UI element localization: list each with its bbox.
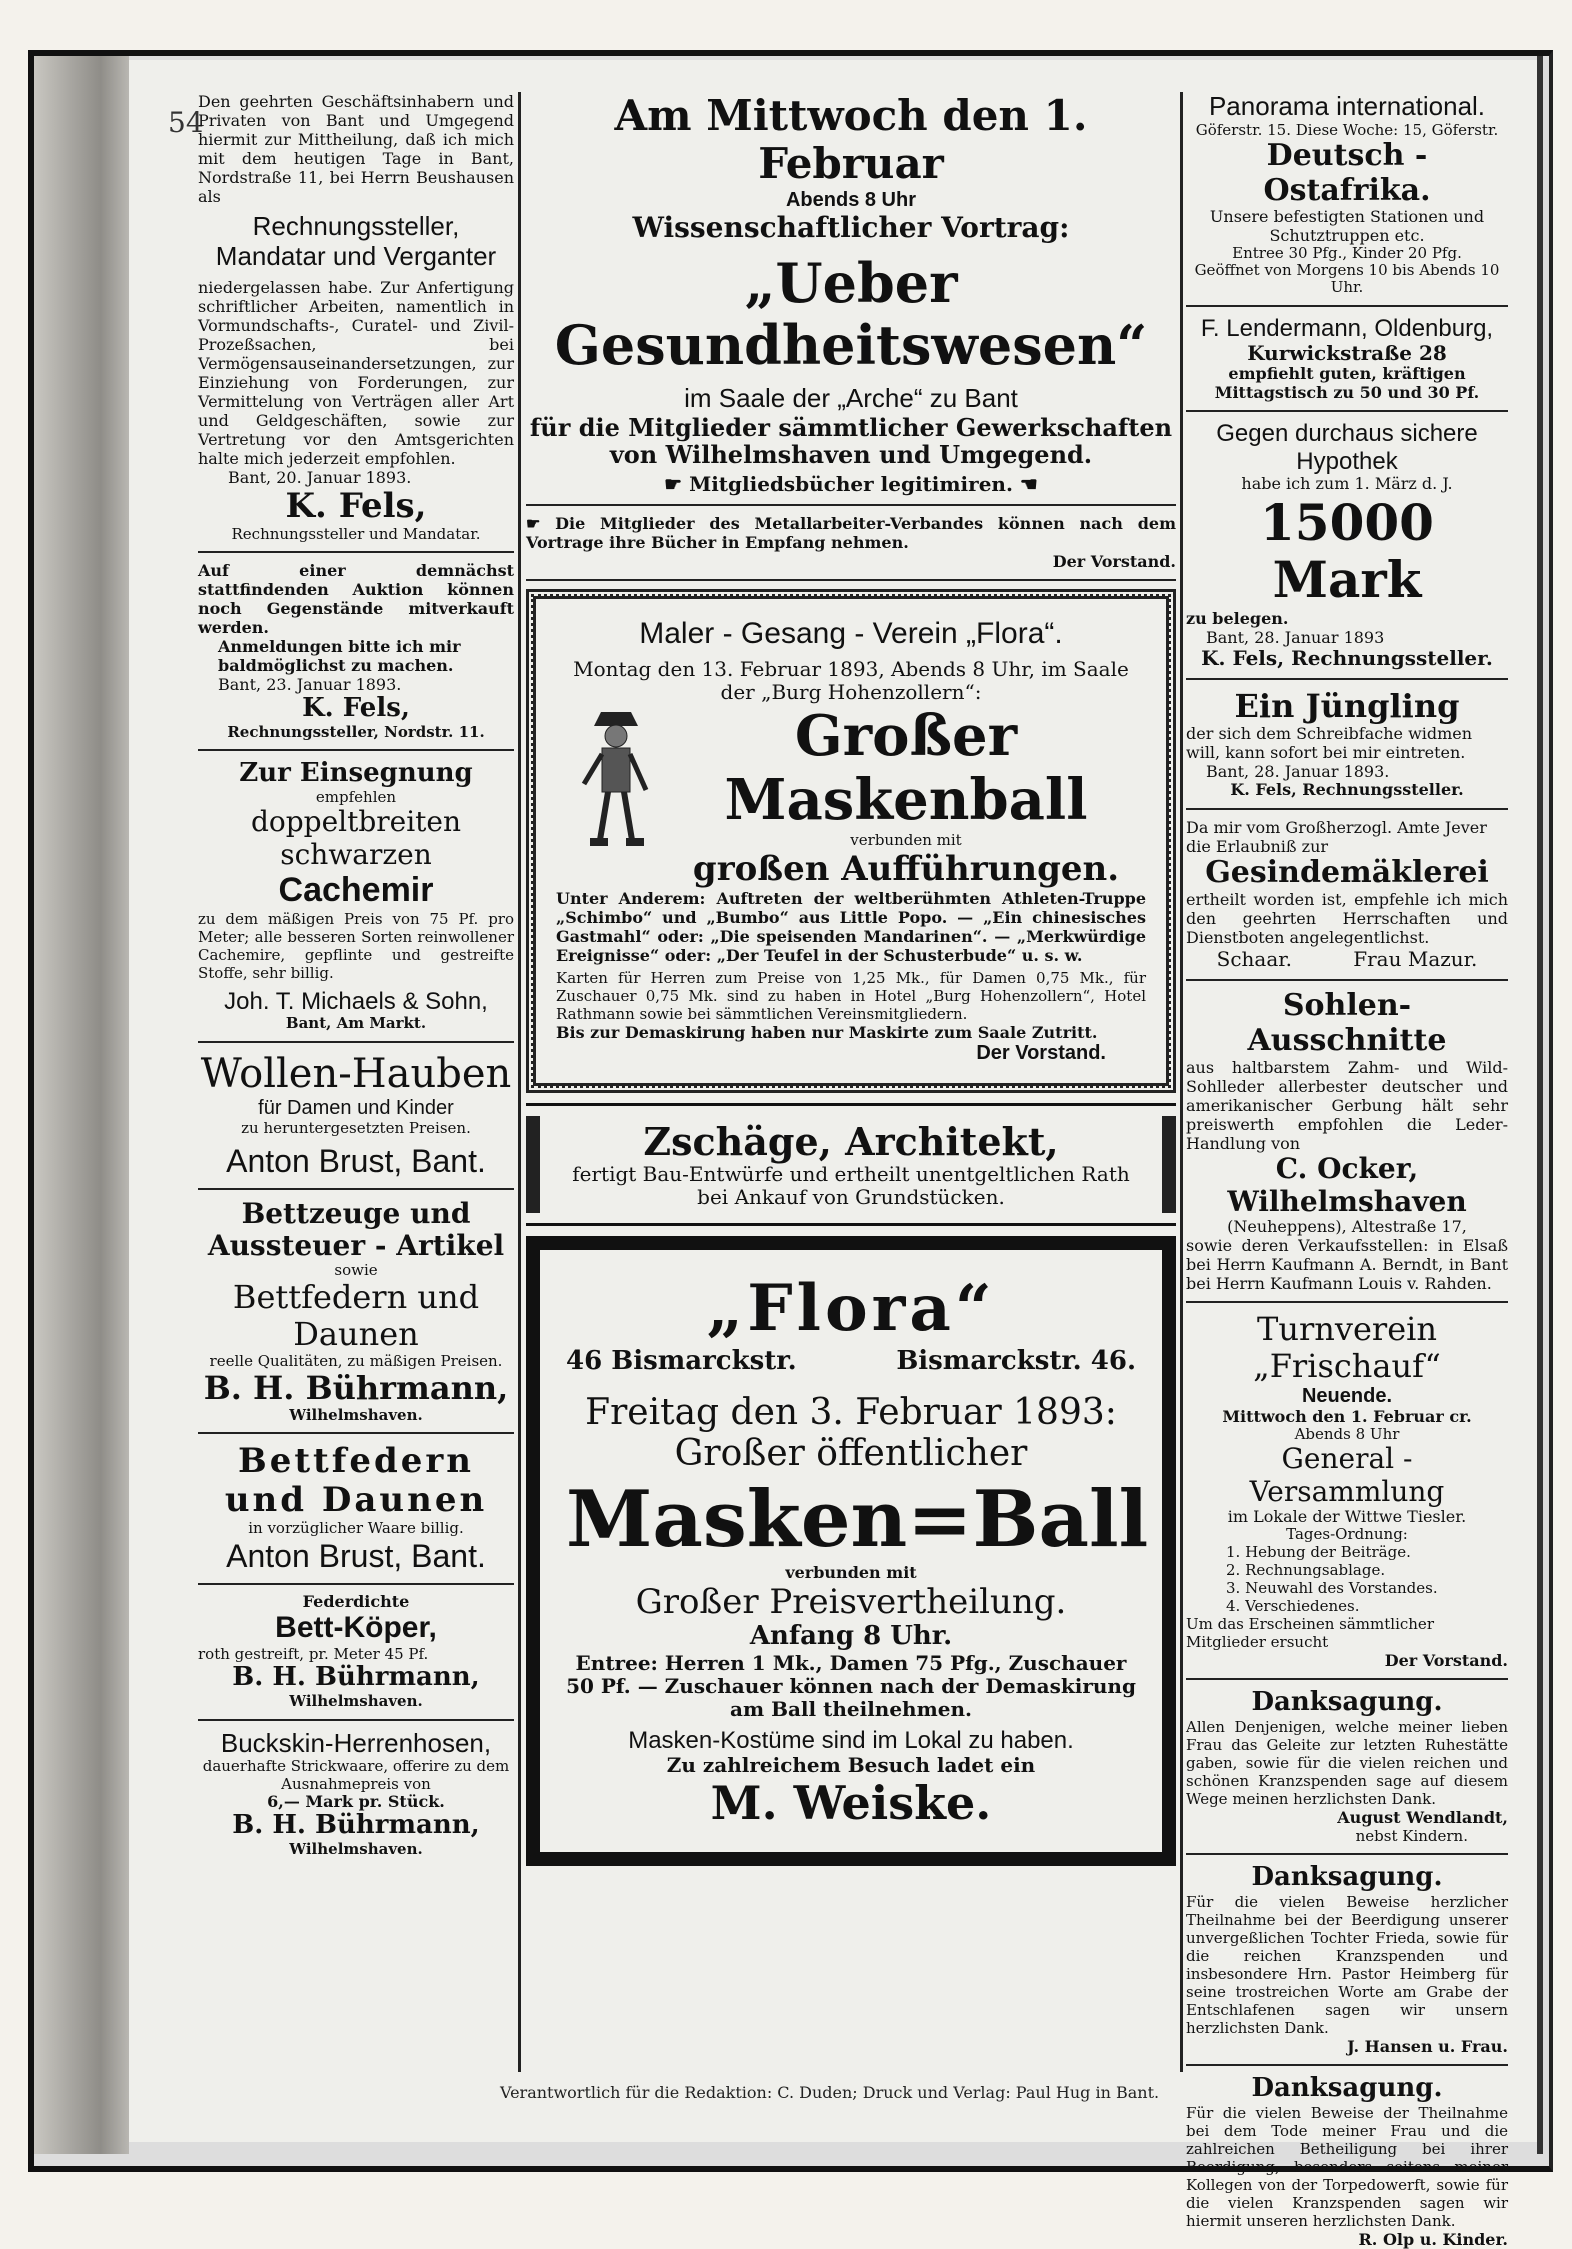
ad-note: zu heruntergesetzten Preisen. xyxy=(241,1118,471,1137)
soles-name: C. Ocker, Wilhelmshaven xyxy=(1227,1152,1467,1218)
panorama-body: Unsere befestigten Stationen und Schutztruppen etc. xyxy=(1209,207,1485,245)
turnverein-agenda-head: Tages-Ordnung: xyxy=(1286,1525,1408,1544)
ad-line3: doppeltbreiten schwarzen xyxy=(250,805,462,871)
pointing-hand-icon: ☛ xyxy=(664,472,690,497)
ad-addr: Bant, Am Markt. xyxy=(285,1014,427,1033)
gesinde-intro: Da mir vom Großherzogl. Amte Jever die Erlaubniß zur xyxy=(1186,817,1487,856)
ad-role: Rechnungssteller, Nordstr. 11. xyxy=(227,723,485,742)
ad-thanks-olp xyxy=(1186,2074,1508,2249)
column-rule-1 xyxy=(518,92,521,2072)
agenda-item: 1. Hebung der Beiträge. xyxy=(1226,1543,1411,1562)
panorama-line: Göferstr. 15. Diese Woche: 15, Göferstr. xyxy=(1195,120,1499,139)
gesinde-title: Gesindemäklerei xyxy=(1205,854,1489,890)
panorama-title: Panorama international. xyxy=(1208,91,1486,121)
ad-date: Bant, 20. Januar 1893. xyxy=(228,467,412,487)
ad-panorama xyxy=(1186,92,1508,297)
ad-body: niedergelassen habe. Zur Anfertigung schriftlicher Arbeiten, namentlich in Vormundschafts-, Curatel- und Zivil-Prozeßsachen, bei Vermögensauseinandersetzungen, zur Einziehung von Forderungen, zur Vermittelung von Verträgen aller Art und Geldgeschäften, sowie zur Vertretung vor den Amtsgerichten halte mich jederzeit empfohlen. xyxy=(198,277,514,468)
ad-fels-auction xyxy=(198,561,514,741)
panorama-title2: Deutsch - Ostafrika. xyxy=(1263,138,1431,208)
weiske-start: Anfang 8 Uhr. xyxy=(749,1620,953,1651)
mortgage-loan: zu belegen. xyxy=(1186,608,1289,628)
gesinde-body: ertheilt worden ist, empfehle ich mich den geehrten Herrschaften und Dienstboten angelegentlichst. xyxy=(1186,890,1508,948)
flora-date: Montag den 13. Februar 1893, Abends 8 Uhr, im Saale der „Burg Hohenzollern“: xyxy=(573,656,1129,704)
ad-turnverein xyxy=(1186,1311,1508,1670)
ad-note: reelle Qualitäten, zu mäßigen Preisen. xyxy=(209,1351,503,1370)
ad-note: Anmeldungen bitte ich mir baldmöglichst zu machen. xyxy=(218,637,461,676)
turnverein-venue: im Lokale der Wittwe Tiesler. xyxy=(1227,1506,1467,1526)
weiske-entry: Entree: Herren 1 Mk., Damen 75 Pfg., Zuschauer 50 Pf. — Zuschauer können nach der Demaskirung am Ball theilnehmen. xyxy=(566,1650,1136,1721)
ad-sowie: sowie xyxy=(334,1261,378,1280)
lecture-audience: für die Mitglieder sämmtlicher Gewerkschaften von Wilhelmshaven und Umgegend. xyxy=(529,412,1173,470)
weiske-title: „Flora“ xyxy=(706,1271,996,1347)
ad-title: Wollen-Hauben xyxy=(200,1050,512,1097)
ad-flora-maskenball xyxy=(526,589,1176,1093)
ad-youth xyxy=(1186,688,1508,800)
ad-name: B. H. Bührmann, xyxy=(203,1369,509,1408)
weiske-addr-right: Bismarckstr. 46. xyxy=(896,1345,1136,1376)
ad-note: in vorzüglicher Waare billig. xyxy=(248,1519,464,1538)
ad-fels-office xyxy=(198,92,514,543)
page-number: 54 xyxy=(168,106,204,139)
panorama-hours: Geöffnet von Morgens 10 bis Abends 10 Uhr. xyxy=(1194,261,1500,297)
turnverein-sign: Der Vorstand. xyxy=(1384,1651,1508,1671)
flora-body: Unter Anderem: Auftreten der weltberühmten Athleten-Truppe „Schimbo“ und „Bumbo“ aus Little Popo. — „Ein chinesisches Gastmahl“ oder: „Die speisenden Mandarinen“. — „Merkwürdige Ereignisse“ oder: „Der Teufel in der Schusterbude“ u. s. w. xyxy=(556,888,1146,965)
ad-body: dauerhafte Strickwaare, offerire zu dem Ausnahmepreis von xyxy=(202,1757,510,1793)
lecture-sign: Der Vorstand. xyxy=(1052,552,1176,572)
column-left xyxy=(198,92,514,1858)
agenda-item: 3. Neuwahl des Vorstandes. xyxy=(1226,1579,1438,1598)
ad-title: Buckskin-Herrenhosen, xyxy=(220,1727,492,1758)
binding-spine xyxy=(34,56,129,2154)
thanks-title: Danksagung. xyxy=(1251,1687,1443,1718)
pointing-hand-icon: ☚ xyxy=(1012,472,1038,497)
turnverein-time: Abends 8 Uhr xyxy=(1294,1425,1400,1444)
architect-name: Zschäge, Architekt, xyxy=(643,1118,1059,1164)
architect-body: fertigt Bau-Entwürfe und ertheilt unentgeltlichen Rath bei Ankauf von Grundstücken. xyxy=(572,1162,1130,1210)
youth-body: der sich dem Schreibfache widmen will, kann sofort bei mir eintreten. xyxy=(1186,724,1473,763)
ad-name: B. H. Bührmann, xyxy=(232,1810,480,1841)
ad-sub: für Damen und Kinder xyxy=(258,1096,454,1119)
ad-line1: Zur Einsegnung xyxy=(239,758,473,789)
ad-body: zu dem mäßigen Preis von 75 Pf. pro Meter; alle besseren Sorten reinwollener Cachemire, gepflinte und gestreifte Stoffe, sehr billig. xyxy=(198,909,514,982)
thanks-name: R. Olp u. Kinder. xyxy=(1358,2230,1508,2249)
flora-tickets: Karten für Herren zum Preise von 1,25 Mk., für Damen 0,75 Mk., für Zuschauer 0,75 Mk. sind zu haben in Hotel „Burg Hohenzollern“, Hotel Rathmann sowie bei sämmtlichen Vereinsmitgliedern. xyxy=(556,968,1146,1023)
flora-title2: großen Aufführungen. xyxy=(692,848,1120,889)
lecture-type: Wissenschaftlicher Vortrag: xyxy=(632,210,1070,244)
ad-line2: empfehlen xyxy=(315,788,397,807)
ad-brust-hauben xyxy=(198,1051,514,1180)
thanks-sub: nebst Kindern. xyxy=(1355,1827,1468,1846)
turnverein-title2: General - Versammlung xyxy=(1249,1442,1445,1508)
agenda-item: 4. Verschiedenes. xyxy=(1226,1597,1360,1616)
ad-brust-bettfedern xyxy=(198,1442,514,1574)
soles-title: Sohlen-Ausschnitte xyxy=(1247,988,1447,1058)
panorama-price: Entree 30 Pfg., Kinder 20 Pfg. xyxy=(1232,243,1462,262)
flora-joined: verbunden mit xyxy=(850,831,962,850)
flora-rule: Bis zur Demaskirung haben nur Maskirte zum Saale Zutritt. xyxy=(556,1022,1098,1042)
weiske-joined: verbunden mit xyxy=(785,1563,917,1583)
ad-title2: Bettfedern und Daunen xyxy=(232,1278,480,1354)
lecture-title: „Ueber Gesundheitswesen“ xyxy=(554,250,1148,377)
mortgage-date: Bant, 28. Januar 1893 xyxy=(1206,627,1385,647)
lendermann-addr: Kurwickstraße 28 xyxy=(1247,341,1447,366)
ad-name: B. H. Bührmann, xyxy=(232,1662,480,1693)
soles-addr: (Neuheppens), Altestraße 17, xyxy=(1227,1216,1467,1236)
weiske-line2: Großer Preisvertheilung. xyxy=(635,1581,1067,1622)
flora-title: Großer Maskenball xyxy=(724,702,1088,833)
mortgage-amount: 15000 Mark xyxy=(1260,492,1434,610)
mortgage-name: K. Fels, Rechnungssteller. xyxy=(1201,645,1493,670)
column-center xyxy=(526,92,1176,1866)
soles-outlets: sowie deren Verkaufsstellen: in Elsaß bei Herrn Kaufmann A. Berndt, in Bant bei Herrn Kaufmann Louis v. Rahden. xyxy=(1186,1236,1508,1294)
ad-note: roth gestreift, pr. Meter 45 Pf. xyxy=(198,1645,429,1664)
thanks-title: Danksagung. xyxy=(1251,1862,1443,1893)
ad-michaels xyxy=(198,759,514,1032)
ad-weiske-maskenball xyxy=(526,1236,1176,1866)
ad-price: 6,— Mark pr. Stück. xyxy=(267,1791,445,1811)
agenda-item: 2. Rechnungsablage. xyxy=(1226,1561,1386,1580)
column-rule-2 xyxy=(1180,92,1183,2072)
ad-name: Anton Brust, Bant. xyxy=(226,1142,486,1179)
ad-name: K. Fels, xyxy=(302,693,410,724)
turnverein-title: Turnverein „Frischauf“ xyxy=(1253,1310,1441,1385)
ad-thanks-hansen xyxy=(1186,1863,1508,2056)
ad-gesinde xyxy=(1186,818,1508,972)
ad-name: Joh. T. Michaels & Sohn, xyxy=(224,987,488,1015)
weiske-date: Freitag den 3. Februar 1893: xyxy=(585,1391,1117,1433)
lendermann-name: F. Lendermann, Oldenburg, xyxy=(1200,314,1494,342)
weiske-costumes: Masken-Kostüme sind im Lokal zu haben. xyxy=(628,1726,1074,1754)
ad-intro: Den geehrten Geschäftsinhabern und Privaten von Bant und Umgegend hiermit zur Mittheilung, daß ich mich mit dem heutigen Tage in Bant, Nordstraße 11, bei Herrn Beushausen als xyxy=(198,92,514,206)
turnverein-place: Neuende. xyxy=(1301,1384,1393,1407)
ad-thanks-wendlandt xyxy=(1186,1688,1508,1845)
youth-name: K. Fels, Rechnungssteller. xyxy=(1230,780,1464,800)
ad-name: K. Fels, xyxy=(285,485,427,526)
lecture-time: Abends 8 Uhr xyxy=(785,188,917,211)
weiske-addr-left: 46 Bismarckstr. xyxy=(566,1345,797,1376)
mortgage-title: Gegen durchaus sichere Hypothek xyxy=(1216,420,1478,475)
ad-title: Bett-Köper, xyxy=(275,1610,437,1644)
soles-body: aus haltbarstem Zahm- und Wild-Sohlleder allerbester deutscher und amerikanischer Gerbung hält sehr preiswerth empfohlen die Leder-Handlung von xyxy=(1186,1058,1508,1154)
lecture-note: ☛ Die Mitglieder des Metallarbeiter-Verbandes können nach dem Vortrage ihre Bücher in Empfang nehmen. xyxy=(526,514,1177,553)
lendermann-body: empfiehlt guten, kräftigen Mittagstisch zu 50 und 30 Pf. xyxy=(1214,364,1480,402)
ad-buehrmann-hosen xyxy=(198,1729,514,1859)
imprint-footer: Verantwortlich für die Redaktion: C. Duden; Druck und Verlag: Paul Hug in Bant. xyxy=(500,2083,1160,2102)
gesinde-sign-row xyxy=(1186,947,1508,971)
column-right xyxy=(1186,92,1508,2249)
flora-club: Maler - Gesang - Verein „Flora“. xyxy=(639,617,1063,651)
ad-lendermann xyxy=(1186,315,1508,402)
pointing-hand-icon: ☛ xyxy=(526,514,556,534)
ad-body: Auf einer demnächst stattfindenden Auktion können noch Gegenstände mitverkauft werden. xyxy=(198,561,514,638)
ad-addr: Wilhelmshaven. xyxy=(289,1840,423,1859)
flora-sign: Der Vorstand. xyxy=(976,1041,1106,1064)
weiske-name: M. Weiske. xyxy=(710,1776,992,1831)
thanks-name: August Wendlandt, xyxy=(1337,1808,1508,1828)
weiske-address-row xyxy=(566,1346,1136,1376)
youth-title: Ein Jüngling xyxy=(1234,686,1460,725)
mortgage-line: habe ich zum 1. März d. J. xyxy=(1241,474,1453,494)
harlequin-figure-icon xyxy=(576,704,656,854)
thanks-name: J. Hansen u. Frau. xyxy=(1347,2037,1508,2057)
thanks-body: Für die vielen Beweise herzlicher Theilnahme bei der Beerdigung unserer unvergeßlichen Tochter Frieda, sowie für die reichen Kranzspenden und insbesondere Hrn. Pastor Heimberg für seine trostreichen Worte am Grabe der Entschlafenen sagen wir unsern herzlichsten Dank. xyxy=(1186,1893,1508,2038)
ad-line1: Federdichte xyxy=(302,1591,410,1611)
ad-soles xyxy=(1186,989,1508,1293)
gesinde-place: Schaar. xyxy=(1216,947,1292,972)
ad-line4: Cachemir xyxy=(278,870,434,909)
page-edge xyxy=(1537,56,1543,2154)
ad-role: Rechnungssteller und Mandatar. xyxy=(231,524,481,543)
youth-date: Bant, 28. Januar 1893. xyxy=(1206,762,1390,782)
ad-name: Anton Brust, Bant. xyxy=(226,1537,486,1574)
ad-date: Bant, 23. Januar 1893. xyxy=(218,675,402,695)
ad-architect xyxy=(526,1116,1176,1214)
ad-buehrmann-bettzeuge xyxy=(198,1198,514,1425)
ad-mortgage xyxy=(1186,420,1508,670)
turnverein-agenda xyxy=(1186,1543,1508,1615)
lecture-legit: ☛ Mitgliedsbücher legitimiren. ☚ xyxy=(664,472,1038,497)
weiske-invite: Zu zahlreichem Besuch ladet ein xyxy=(666,1753,1036,1778)
ad-title: Rechnungssteller, Mandatar und Verganter xyxy=(215,211,497,271)
ad-title: Bettfedern und Daunen xyxy=(224,1441,488,1521)
turnverein-date: Mittwoch den 1. Februar cr. xyxy=(1222,1406,1472,1426)
gesinde-name: Frau Mazur. xyxy=(1353,947,1478,972)
ad-buehrmann-koeper xyxy=(198,1593,514,1711)
thanks-body: Für die vielen Beweise der Theilnahme bei dem Tode meiner Frau und die zahlreichen Betheiligung bei ihrer Beerdigung, besonders seitens meiner Kollegen von der Torpedowerft, sowie für die vielen Kranzspenden sagen wir hiermit unseren herzlichsten Dank. xyxy=(1186,2104,1508,2230)
ad-addr: Wilhelmshaven. xyxy=(289,1406,423,1425)
weiske-title2: Masken=Ball xyxy=(566,1473,1149,1565)
thanks-body: Allen Denjenigen, welche meiner lieben Frau das Geleite zur letzten Ruhestätte gaben, sowie für die vielen reichen und schönen Kranzspenden sage auf diesem Wege meinen herzlichsten Dank. xyxy=(1186,1718,1508,1809)
thanks-title: Danksagung. xyxy=(1251,2073,1443,2104)
ad-lecture xyxy=(526,92,1176,571)
weiske-line1: Großer öffentlicher xyxy=(674,1433,1028,1475)
lecture-place: im Saale der „Arche“ zu Bant xyxy=(684,382,1018,413)
lecture-date: Am Mittwoch den 1. Februar xyxy=(614,91,1088,189)
turnverein-closing: Um das Erscheinen sämmtlicher Mitglieder ersucht xyxy=(1186,1615,1434,1652)
ad-addr: Wilhelmshaven. xyxy=(289,1692,423,1711)
ad-title: Bettzeuge und Aussteuer - Artikel xyxy=(207,1196,505,1262)
